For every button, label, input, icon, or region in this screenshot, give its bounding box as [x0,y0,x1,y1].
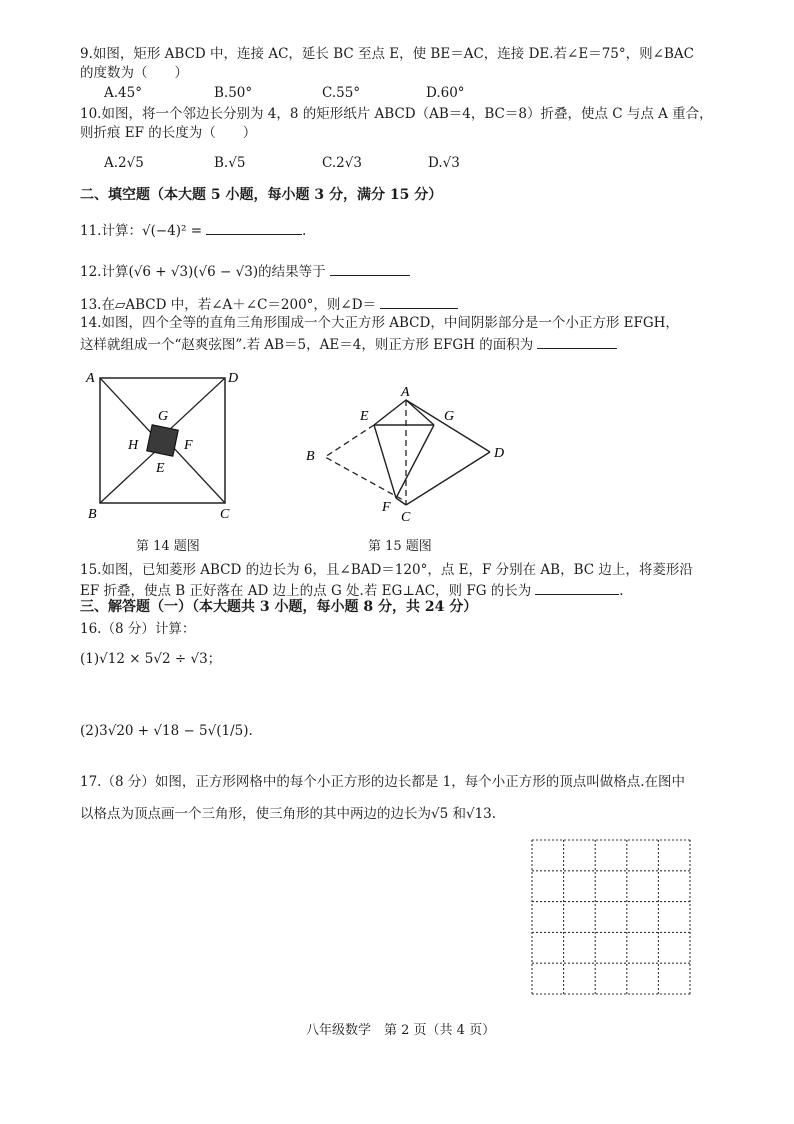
fig14-shaded-square-efgh [147,425,178,456]
q10-option-b: B.√5 [214,155,246,171]
fig14-label-b: B [88,507,97,522]
q9-option-b: B.50° [214,85,253,101]
fig14-label-g: G [158,409,169,424]
q10-option-c: C.2√3 [322,155,362,171]
figure-14-caption: 第 14 题图 [136,539,200,554]
q14-line2 [80,334,617,354]
q11-expr: √(−4)² = [141,223,203,239]
q9-line1: 9.如图，矩形 ABCD 中，连接 AC，延长 BC 至点 E，使 BE＝AC，连接 DE.若∠E＝75°，则∠BAC [80,46,694,62]
fig14-label-d: D [228,371,239,386]
figure-15-caption: 第 15 题图 [368,539,432,554]
q9-line2: 的度数为（ ） [80,65,188,81]
figure-14-zhao-shuang-diagram [80,360,260,530]
q15-line2-text: EF 折叠，使点 B 正好落在 AD 边上的点 G 处.若 EG⊥AC，则 FG 的长为 [80,583,532,599]
q11-answer-blank[interactable] [206,220,302,235]
page-footer: 八年级数学 第 2 页（共 4 页） [306,1023,496,1038]
q12 [80,261,410,281]
q14-answer-blank[interactable] [537,334,617,349]
section2-heading: 二、填空题（本大题 5 小题，每小题 3 分，满分 15 分） [80,187,443,203]
fig15-label-f: F [382,500,391,515]
q12-expr: (√6 + √3)(√6 − √3) [128,264,259,280]
fig15-line-ef [374,425,396,498]
q11-suffix: . [302,223,307,239]
fig14-label-a: A [86,371,95,386]
q15-line1: 15.如图，已知菱形 ABCD 的边长为 6，且∠BAD＝120°，点 E，F 分别在 AB，BC 边上，将菱形沿 [80,562,693,578]
figure-15-rhombus-fold [300,380,520,530]
fig15-label-a: A [401,385,410,400]
q12-answer-blank[interactable] [330,261,410,276]
q13 [80,294,458,314]
fig15-line-cd [406,452,490,505]
fig15-label-d: D [494,446,505,461]
q15-line2: EF 折叠，使点 B 正好落在 AD 边上的点 G 处.若 EG⊥AC，则 FG 的长为 . [80,580,624,600]
q12-suffix: 的结果等于 [258,264,326,280]
q10-line1: 10.如图，将一个邻边长分别为 4，8 的矩形纸片 ABCD（AB＝4，BC＝8）折叠，使点 C 与点 A 重合， [80,106,713,122]
q13-answer-blank[interactable] [380,294,458,309]
fig14-label-h: H [128,438,139,453]
fig15-dashed-ebf [325,425,403,500]
section3-heading: 三、解答题（一）（本大题共 3 小题，每小题 8 分，共 24 分） [80,599,478,615]
fig15-line-gf [396,425,434,498]
fig14-label-c: C [220,507,230,522]
fig15-label-e: E [360,409,369,424]
fig15-label-c: C [401,510,411,525]
q13-text: 13.在▱ABCD 中，若∠A＋∠C＝200°，则∠D＝ [80,297,377,313]
q14-line1: 14.如图，四个全等的直角三角形围成一个大正方形 ABCD，中间阴影部分是一个小正方形 EFGH， [80,315,679,331]
q17-line1: 17.（8 分）如图，正方形网格中的每个小正方形的边长都是 1，每个小正方形的顶点叫做格点.在图中 [80,774,686,790]
fig14-label-e: E [156,461,165,476]
q17-dotted-grid[interactable] [530,838,694,998]
q11-prefix: 11.计算： [80,223,142,239]
q16-part1: (1)√12 × 5√2 ÷ √3； [80,651,222,667]
q17-line2: 以格点为顶点画一个三角形，使三角形的其中两边的边长为√5 和√13. [80,806,497,822]
q11 [80,220,306,240]
fig15-label-b: B [306,449,315,464]
q9-option-c: C.55° [322,85,361,101]
q14-line2-text: 这样就组成一个“赵爽弦图”.若 AB＝5，AE＝4，则正方形 EFGH 的面积为 [80,337,534,353]
q16-part2: (2)3√20 + √18 − 5√(1/5). [80,723,253,739]
q16-head: 16.（8 分）计算： [80,621,196,637]
fig15-label-g: G [444,409,455,424]
q10-option-a: A.2√5 [104,155,144,171]
q10-option-d: D.√3 [428,155,460,171]
fig14-label-f: F [184,438,193,453]
fig15-line-ad [406,400,490,452]
q15-answer-blank[interactable] [535,580,619,595]
q12-prefix: 12.计算 [80,264,129,280]
q9-option-a: A.45° [104,85,142,101]
q9-option-d: D.60° [426,85,465,101]
q10-line2: 则折痕 EF 的长度为（ ） [80,125,257,141]
